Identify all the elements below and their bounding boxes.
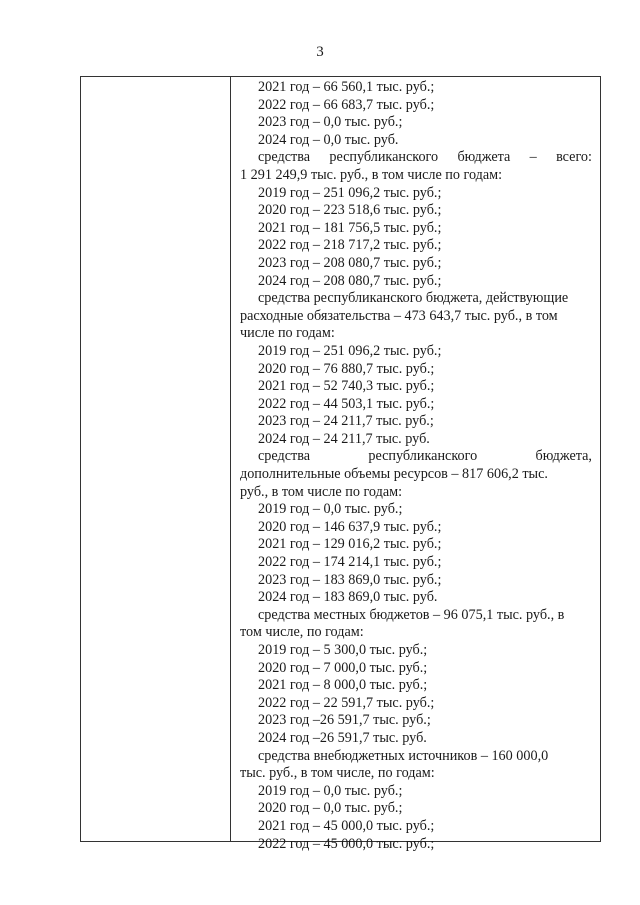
year-line: 2021 год – 129 016,2 тыс. руб.; — [258, 536, 442, 553]
year-line: 2021 год – 8 000,0 тыс. руб.; — [258, 677, 428, 694]
year-line: 2019 год – 251 096,2 тыс. руб.; — [258, 184, 442, 201]
year-line: 2024 год – 183 869,0 тыс. руб. — [258, 589, 438, 606]
republic-additional-tail: руб., в том числе по годам: — [240, 483, 403, 500]
funding-table — [80, 76, 601, 852]
page-number: 3 — [316, 44, 324, 60]
extrabudget-tail: тыс. руб., в том числе, по годам: — [240, 765, 435, 782]
local-budget-heading: средства местных бюджетов – 96 075,1 тыс. руб., в — [258, 606, 565, 623]
local-budget-tail: том числе, по годам: — [240, 624, 364, 641]
year-line: 2022 год – 174 214,1 тыс. руб.; — [258, 554, 442, 571]
year-line: 2021 год – 45 000,0 тыс. руб.; — [258, 817, 435, 834]
year-line: 2024 год – 0,0 тыс. руб. — [258, 131, 399, 148]
year-line: 2020 год – 146 637,9 тыс. руб.; — [258, 518, 442, 535]
republic-current-heading: средства республиканского бюджета, действующие — [258, 290, 569, 307]
year-line: 2023 год – 0,0 тыс. руб.; — [258, 114, 403, 131]
republic-additional-heading: средства республиканского бюджета, — [258, 448, 592, 465]
extrabudget-heading: средства внебюджетных источников – 160 000,0 — [258, 747, 549, 764]
republic-current-amount: расходные обязательства – 473 643,7 тыс. руб., в том — [240, 307, 558, 324]
table-left-column — [81, 77, 231, 841]
year-line: 2024 год – 24 211,7 тыс. руб. — [258, 430, 430, 447]
year-line: 2024 год –26 591,7 тыс. руб. — [258, 729, 427, 746]
year-line: 2022 год – 45 000,0 тыс. руб.; — [258, 835, 435, 852]
year-line: 2020 год – 76 880,7 тыс. руб.; — [258, 360, 435, 377]
year-line: 2021 год – 181 756,5 тыс. руб.; — [258, 219, 442, 236]
year-line: 2020 год – 223 518,6 тыс. руб.; — [258, 202, 442, 219]
year-line: 2019 год – 0,0 тыс. руб.; — [258, 501, 403, 518]
year-line: 2022 год – 44 503,1 тыс. руб.; — [258, 395, 435, 412]
year-line: 2023 год – 24 211,7 тыс. руб.; — [258, 413, 434, 430]
year-line: 2023 год – 208 080,7 тыс. руб.; — [258, 254, 442, 271]
year-line: 2020 год – 0,0 тыс. руб.; — [258, 800, 403, 817]
year-line: 2022 год – 22 591,7 тыс. руб.; — [258, 694, 435, 711]
year-line: 2023 год – 183 869,0 тыс. руб.; — [258, 571, 442, 588]
year-line: 2019 год – 0,0 тыс. руб.; — [258, 782, 403, 799]
republic-total-amount: 1 291 249,9 тыс. руб., в том числе по годам: — [240, 166, 503, 183]
year-line: 2022 год – 218 717,2 тыс. руб.; — [258, 237, 442, 254]
year-line: 2020 год – 7 000,0 тыс. руб.; — [258, 659, 428, 676]
year-line: 2023 год –26 591,7 тыс. руб.; — [258, 712, 431, 729]
table-right-column — [231, 79, 600, 853]
year-line: 2019 год – 5 300,0 тыс. руб.; — [258, 642, 428, 658]
year-line: 2021 год – 66 560,1 тыс. руб.; — [258, 79, 435, 95]
year-line: 2022 год – 66 683,7 тыс. руб.; — [258, 96, 435, 113]
republic-total-heading: средства республиканского бюджета – всего: — [258, 149, 592, 166]
year-line: 2021 год – 52 740,3 тыс. руб.; — [258, 378, 435, 395]
republic-additional-amount: дополнительные объемы ресурсов – 817 606,2 тыс. — [240, 466, 548, 483]
year-line: 2024 год – 208 080,7 тыс. руб.; — [258, 272, 442, 289]
republic-current-tail: числе по годам: — [240, 325, 335, 342]
year-line: 2019 год – 251 096,2 тыс. руб.; — [258, 342, 442, 359]
